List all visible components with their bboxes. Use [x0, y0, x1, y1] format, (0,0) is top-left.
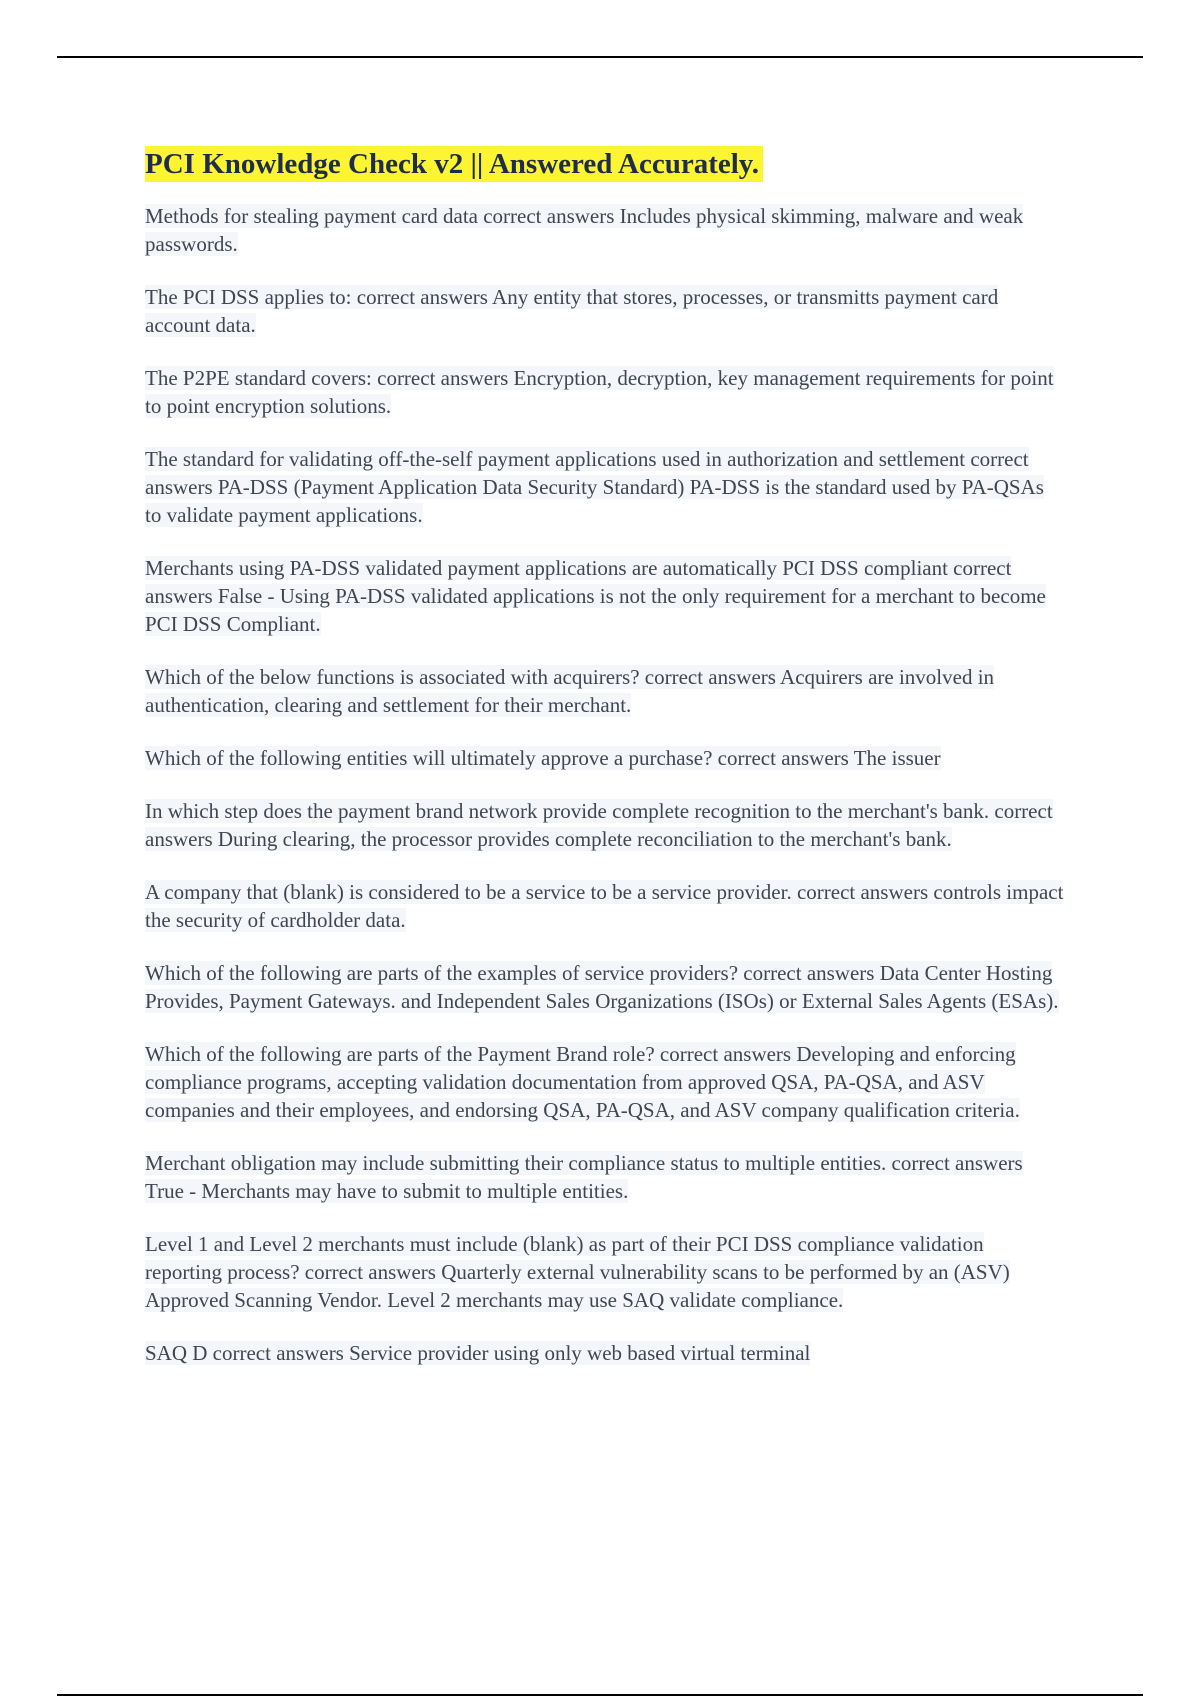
header-rule	[57, 56, 1143, 58]
qa-item: Merchant obligation may include submitting their compliance status to multiple entities. correct answers True - Merchants may have to submit to multiple entities.	[145, 1151, 1023, 1203]
footer-rule	[57, 1694, 1143, 1696]
document-body	[145, 146, 1065, 1392]
qa-item: The PCI DSS applies to: correct answers Any entity that stores, processes, or transmitts payment card account data.	[145, 285, 999, 337]
qa-item: A company that (blank) is considered to be a service to be a service provider. correct answers controls impact the security of cardholder data.	[145, 880, 1064, 932]
qa-item: Methods for stealing payment card data correct answers Includes physical skimming, malware and weak passwords.	[145, 204, 1024, 256]
qa-item: SAQ D correct answers Service provider using only web based virtual terminal	[145, 1341, 811, 1365]
qa-item: Which of the following are parts of the Payment Brand role? correct answers Developing and enforcing compliance programs, accepting validation documentation from approved QSA, PA-QSA, and ASV companies and their employees, and endorsing QSA, PA-QSA, and ASV company qualification criteria.	[145, 1042, 1020, 1122]
qa-item: In which step does the payment brand network provide complete recognition to the merchant's bank. correct answers During clearing, the processor provides complete reconciliation to the merchant's bank.	[145, 799, 1053, 851]
qa-item: Which of the below functions is associated with acquirers? correct answers Acquirers are involved in authentication, clearing and settlement for their merchant.	[145, 665, 995, 717]
qa-item: Merchants using PA-DSS validated payment applications are automatically PCI DSS compliant correct answers False - Using PA-DSS validated applications is not the only requirement for a merchant to become PCI DSS Compliant.	[145, 556, 1046, 636]
qa-item: Level 1 and Level 2 merchants must include (blank) as part of their PCI DSS compliance validation reporting process? correct answers Quarterly external vulnerability scans to be performed by an (ASV) Approved Scanning Vendor. Level 2 merchants may use SAQ validate compliance.	[145, 1232, 1010, 1312]
qa-item: The standard for validating off-the-self payment applications used in authorization and settlement correct answers PA-DSS (Payment Application Data Security Standard) PA-DSS is the standard used by PA-QSAs to validate payment applications.	[145, 447, 1044, 527]
qa-item: Which of the following entities will ultimately approve a purchase? correct answers The issuer	[145, 746, 941, 770]
qa-item: Which of the following are parts of the examples of service providers? correct answers Data Center Hosting Provides, Payment Gateways. and Independent Sales Organizations (ISOs) or External Sales Agents (ESAs).	[145, 961, 1059, 1013]
qa-item: The P2PE standard covers: correct answers Encryption, decryption, key management requirements for point to point encryption solutions.	[145, 366, 1054, 418]
document-title: PCI Knowledge Check v2 || Answered Accurately.	[145, 146, 763, 182]
